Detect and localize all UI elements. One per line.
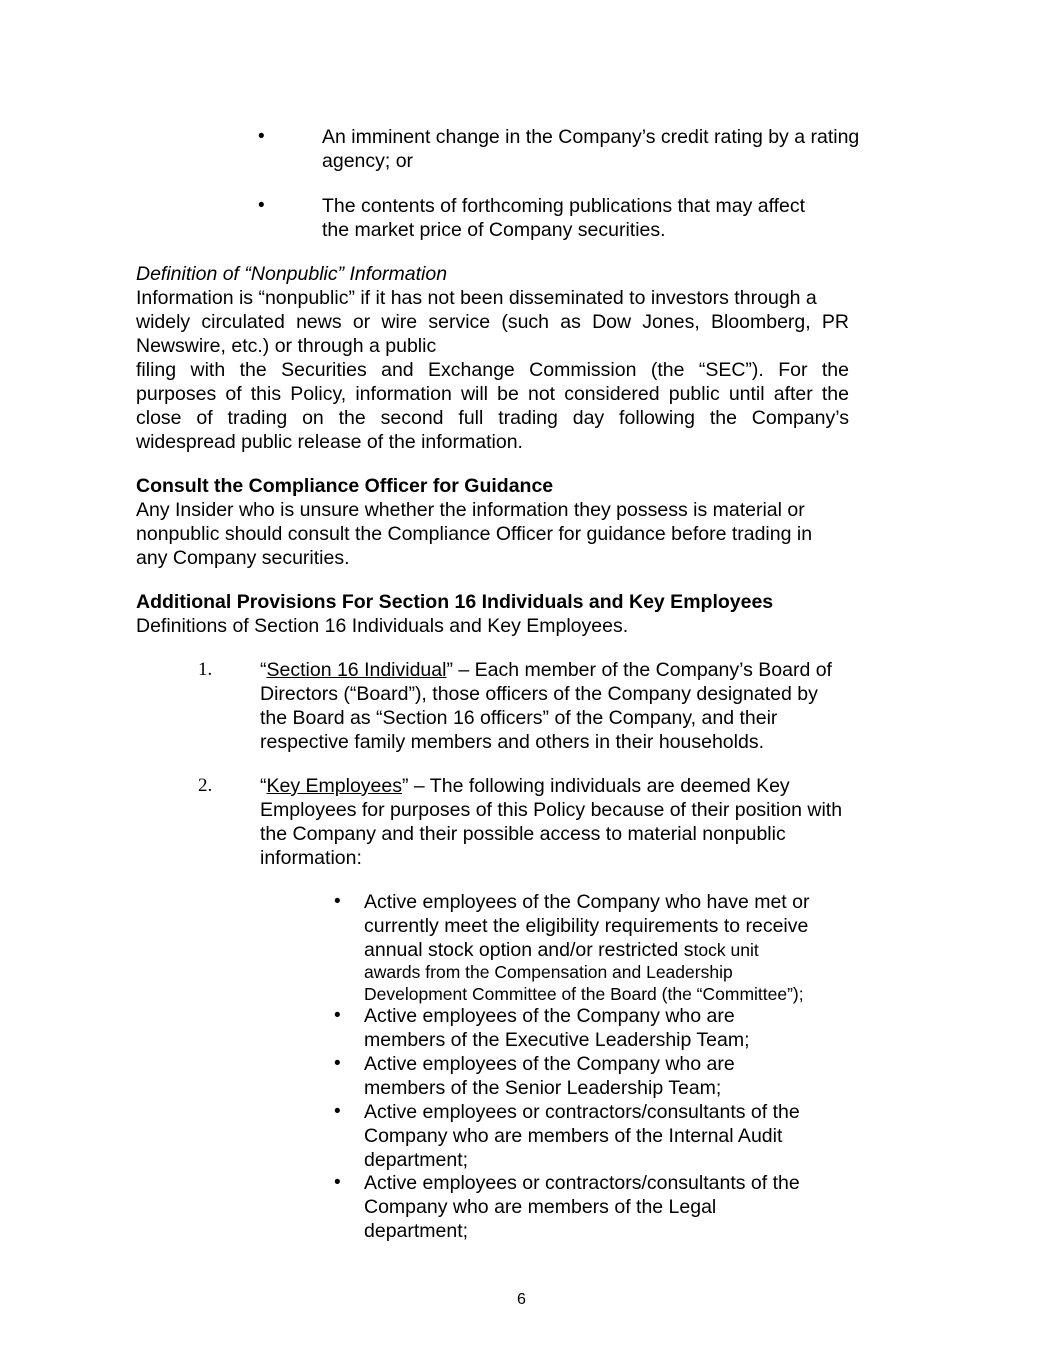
- bullet-text-segment: annual stock option and/or restricted s: [364, 939, 694, 961]
- numbered-item-line: the Board as “Section 16 officers” of the Company, and their: [260, 707, 778, 729]
- bullet-marker: •: [334, 1101, 341, 1122]
- section-heading-consult: Consult the Compliance Officer for Guidance: [136, 475, 554, 497]
- paragraph-line: nonpublic should consult the Compliance Officer for guidance before trading in: [136, 523, 813, 545]
- bullet-text-line: [364, 938, 759, 962]
- definition-text: ” – The following individuals are deemed Key: [401, 775, 790, 797]
- section-heading-nonpublic: Definition of “Nonpublic” Information: [136, 263, 448, 285]
- section-subheading: Definitions of Section 16 Individuals and Key Employees.: [136, 615, 629, 637]
- paragraph-line: Any Insider who is unsure whether the information they possess is material or: [136, 499, 805, 521]
- defined-term: Section 16 Individual: [266, 659, 447, 681]
- open-quote: “: [260, 659, 267, 681]
- bullet-text-line: An imminent change in the Company’s credit rating by a rating: [322, 126, 860, 148]
- paragraph-line: filing with the Securities and Exchange Commission (the “SEC”). For the: [136, 359, 849, 381]
- numbered-item-first-line: [260, 774, 790, 798]
- numbered-item-first-line: [260, 658, 832, 682]
- paragraph-line: widespread public release of the information.: [136, 431, 523, 453]
- bullet-text-line: Active employees of the Company who are: [364, 1005, 735, 1027]
- numbered-item-line: the Company and their possible access to material nonpublic: [260, 823, 786, 845]
- paragraph-line: purposes of this Policy, information will be not considered public until after the: [136, 383, 849, 405]
- bullet-text-line: members of the Executive Leadership Team;: [364, 1029, 750, 1051]
- page-number: 6: [517, 1291, 526, 1308]
- bullet-text-line: department;: [364, 1149, 469, 1171]
- bullet-text-segment-small: tock unit: [693, 940, 759, 960]
- bullet-text-line: Active employees or contractors/consultants of the: [364, 1172, 800, 1194]
- bullet-text-line: Active employees of the Company who are: [364, 1053, 735, 1075]
- numbered-item-line: information:: [260, 847, 362, 869]
- bullet-marker: •: [258, 195, 265, 216]
- open-quote: “: [260, 775, 267, 797]
- bullet-marker: •: [258, 126, 265, 147]
- paragraph-line: any Company securities.: [136, 547, 350, 569]
- bullet-marker: •: [334, 891, 341, 912]
- bullet-text-line: agency; or: [322, 150, 414, 172]
- section-heading-additional: Additional Provisions For Section 16 Individuals and Key Employees: [136, 591, 774, 613]
- bullet-text-line: the market price of Company securities.: [322, 219, 666, 241]
- list-number: 2.: [198, 775, 213, 796]
- numbered-item-line: respective family members and others in their households.: [260, 731, 764, 753]
- numbered-item-line: Employees for purposes of this Policy because of their position with: [260, 799, 843, 821]
- defined-term: Key Employees: [266, 775, 402, 797]
- bullet-text-line: members of the Senior Leadership Team;: [364, 1077, 722, 1099]
- bullet-marker: •: [334, 1053, 341, 1074]
- bullet-text-line: Company who are members of the Legal: [364, 1196, 717, 1218]
- numbered-item-line: Directors (“Board”), those officers of the Company designated by: [260, 683, 818, 705]
- bullet-text-line: department;: [364, 1220, 469, 1242]
- bullet-text-line-small: awards from the Compensation and Leadership: [364, 962, 733, 982]
- paragraph-line: Newswire, etc.) or through a public: [136, 335, 437, 357]
- paragraph-line: Information is “nonpublic” if it has not been disseminated to investors through a: [136, 287, 817, 309]
- bullet-marker: •: [334, 1005, 341, 1026]
- paragraph-line: widely circulated news or wire service (such as Dow Jones, Bloomberg, PR: [136, 311, 849, 333]
- bullet-text-line-small: Development Committee of the Board (the “Committee”);: [364, 984, 804, 1004]
- bullet-marker: •: [334, 1172, 341, 1193]
- list-number: 1.: [198, 659, 213, 680]
- bullet-text-line: currently meet the eligibility requirements to receive: [364, 915, 809, 937]
- bullet-text-line: Active employees of the Company who have met or: [364, 891, 810, 913]
- bullet-text-line: Company who are members of the Internal Audit: [364, 1125, 783, 1147]
- bullet-text-line: Active employees or contractors/consultants of the: [364, 1101, 800, 1123]
- bullet-text-line: The contents of forthcoming publications that may affect: [322, 195, 806, 217]
- paragraph-line: close of trading on the second full trading day following the Company’s: [136, 407, 849, 429]
- definition-text: ” – Each member of the Company’s Board of: [446, 659, 832, 681]
